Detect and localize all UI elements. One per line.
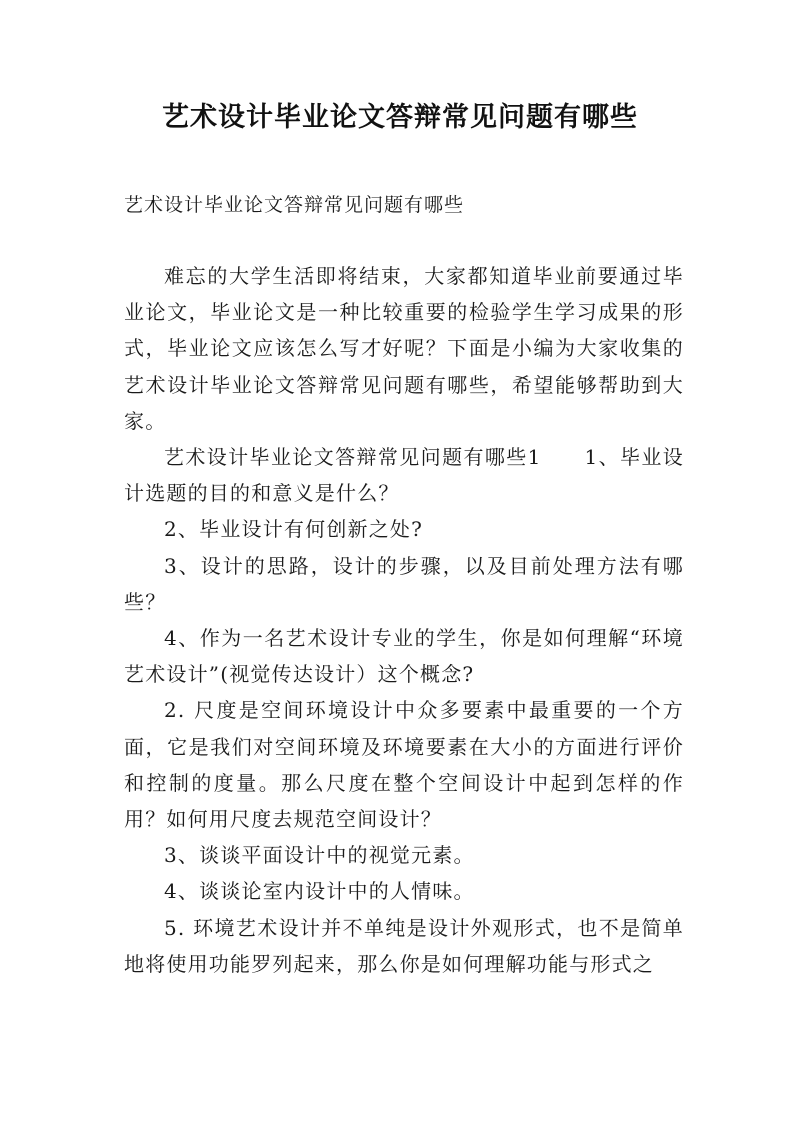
paragraph-question-3: 3、设计的思路，设计的步骤，以及目前处理方法有哪些？ [124, 553, 684, 614]
document-subtitle: 艺术设计毕业论文答辩常见问题有哪些 [124, 194, 465, 216]
document-body [124, 258, 684, 982]
paragraph-question-4: 4、作为一名艺术设计专业的学生，你是如何理解“环境艺术设计”(视觉传达设计）这个概念? [124, 626, 684, 687]
paragraph-question-visual-elements: 3、谈谈平面设计中的视觉元素。 [164, 843, 475, 868]
paragraph-question-function-form: 5. 环境艺术设计并不单纯是设计外观形式，也不是简单地将使用功能罗列起来，那么你是如何理解功能与形式之 [124, 915, 684, 976]
paragraph-question-interior: 4、谈谈论室内设计中的人情味。 [164, 879, 475, 904]
paragraph-question-scale: 2. 尺度是空间环境设计中众多要素中最重要的一个方面，它是我们对空间环境及环境要素在大小的方面进行评价和控制的度量。那么尺度在整个空间设计中起到怎样的作用？如何用尺度去规范空间设计？ [124, 698, 684, 832]
paragraph-question-1: 艺术设计毕业论文答辩常见问题有哪些1 1、毕业设计选题的目的和意义是什么？ [124, 445, 684, 506]
document-title: 艺术设计毕业论文答辩常见问题有哪些 [162, 102, 638, 133]
paragraph-intro: 难忘的大学生活即将结束，大家都知道毕业前要通过毕业论文，毕业论文是一种比较重要的检验学生学习成果的形式，毕业论文应该怎么写才好呢？下面是小编为大家收集的艺术设计毕业论文答辩常见问题有哪些，希望能够帮助到大家。 [124, 264, 684, 433]
paragraph-question-2: 2、毕业设计有何创新之处? [164, 517, 424, 542]
